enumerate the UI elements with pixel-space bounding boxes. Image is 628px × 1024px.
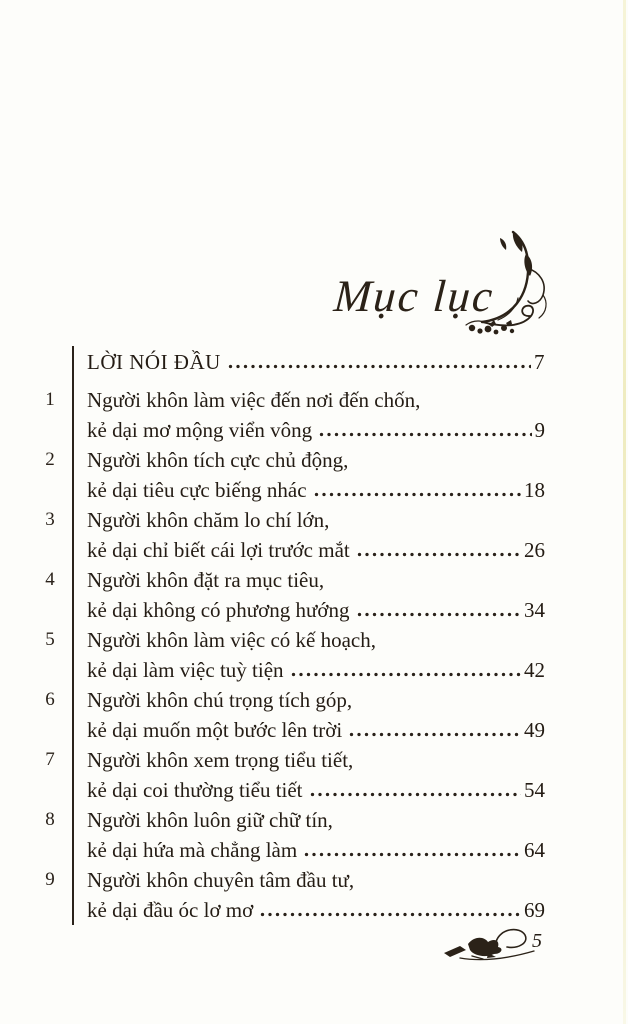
toc-entry <box>45 505 545 565</box>
toc-entry-line1: Người khôn xem trọng tiểu tiết, <box>87 748 354 772</box>
page-title-block <box>334 226 564 338</box>
dot-leader <box>314 492 521 497</box>
toc-entry-line2: kẻ dại đầu óc lơ mơ <box>87 898 254 922</box>
toc-preface-page: 7 <box>534 350 545 374</box>
toc-entry <box>45 685 545 745</box>
toc-entry-line2: kẻ dại hứa mà chẳng làm <box>87 838 298 862</box>
toc-entry-page: 26 <box>524 538 545 562</box>
toc-entry-number: 4 <box>45 569 55 590</box>
dot-leader <box>357 552 521 557</box>
toc-preface-label: LỜI NÓI ĐẦU <box>87 350 221 374</box>
toc-entry-line2-row <box>87 715 545 745</box>
toc-entry-line2-row <box>87 595 545 625</box>
toc-entry-page: 9 <box>534 418 545 442</box>
footer-ornament-icon <box>438 920 538 968</box>
toc-entry-number: 6 <box>45 689 55 710</box>
toc-entry-page: 34 <box>524 598 545 622</box>
dot-leader <box>260 912 521 917</box>
toc-entry-line1: Người khôn chú trọng tích góp, <box>87 688 353 712</box>
dot-leader <box>291 672 521 677</box>
toc-entry-page: 69 <box>524 898 545 922</box>
toc-entry <box>45 565 545 625</box>
toc-entry <box>45 385 545 445</box>
toc-entry-page: 18 <box>524 478 545 502</box>
toc-entry-page: 49 <box>524 718 545 742</box>
toc-entry-line2: kẻ dại mơ mộng viển vông <box>87 418 313 442</box>
toc-entry <box>45 625 545 685</box>
toc-entry-number: 1 <box>45 389 55 410</box>
scan-edge <box>623 0 626 1024</box>
toc-entry-line1: Người khôn chuyên tâm đầu tư, <box>87 868 355 892</box>
dot-leader <box>349 732 521 737</box>
toc-entry-number: 3 <box>45 509 55 530</box>
toc-entry-line2-row <box>87 655 545 685</box>
page-title: Mục lục <box>332 271 496 321</box>
toc-entry-line2: kẻ dại không có phương hướng <box>87 598 350 622</box>
toc-entry-line1: Người khôn đặt ra mục tiêu, <box>87 568 325 592</box>
toc-entry-line2: kẻ dại muốn một bước lên trời <box>87 718 343 742</box>
dot-leader <box>357 612 521 617</box>
toc-entry <box>45 745 545 805</box>
toc-entry-line2: kẻ dại tiêu cực biếng nhác <box>87 478 307 502</box>
toc-entry-line1: Người khôn luôn giữ chữ tín, <box>87 808 333 832</box>
toc-entry <box>45 865 545 925</box>
toc-entry-number: 2 <box>45 449 55 470</box>
toc-entry-line2: kẻ dại làm việc tuỳ tiện <box>87 658 284 682</box>
toc-entry-number: 8 <box>45 809 55 830</box>
toc-entry <box>45 445 545 505</box>
toc-entry-line1: Người khôn chăm lo chí lớn, <box>87 508 330 532</box>
toc-entry-line1: Người khôn làm việc có kế hoạch, <box>87 628 376 652</box>
toc-entry-number: 7 <box>45 749 55 770</box>
toc-entry-line2-row <box>87 775 545 805</box>
toc-entry-line2-row <box>87 835 545 865</box>
toc-entry-number: 5 <box>45 629 55 650</box>
dot-leader <box>304 852 521 857</box>
toc-entry-line2-row <box>87 415 545 445</box>
toc-entry <box>45 805 545 865</box>
toc-entry-line2: kẻ dại coi thường tiểu tiết <box>87 778 303 802</box>
footer-page-number: 5 <box>532 930 542 952</box>
toc-entry-page: 42 <box>524 658 545 682</box>
dot-leader <box>310 792 521 797</box>
toc-entry-line2-row <box>87 475 545 505</box>
toc-entry-line2-row <box>87 535 545 565</box>
toc-entry-page: 64 <box>524 838 545 862</box>
toc-entry-page: 54 <box>524 778 545 802</box>
toc-entry-number: 9 <box>45 869 55 890</box>
page-footer <box>438 920 550 968</box>
toc-entry-line1: Người khôn làm việc đến nơi đến chốn, <box>87 388 421 412</box>
toc-list <box>45 346 545 925</box>
dot-leader <box>228 364 531 369</box>
dot-leader <box>319 432 531 437</box>
toc-preface-row <box>87 346 545 378</box>
toc-entry-line1: Người khôn tích cực chủ động, <box>87 448 349 472</box>
toc-entry-line2: kẻ dại chỉ biết cái lợi trước mắt <box>87 538 350 562</box>
